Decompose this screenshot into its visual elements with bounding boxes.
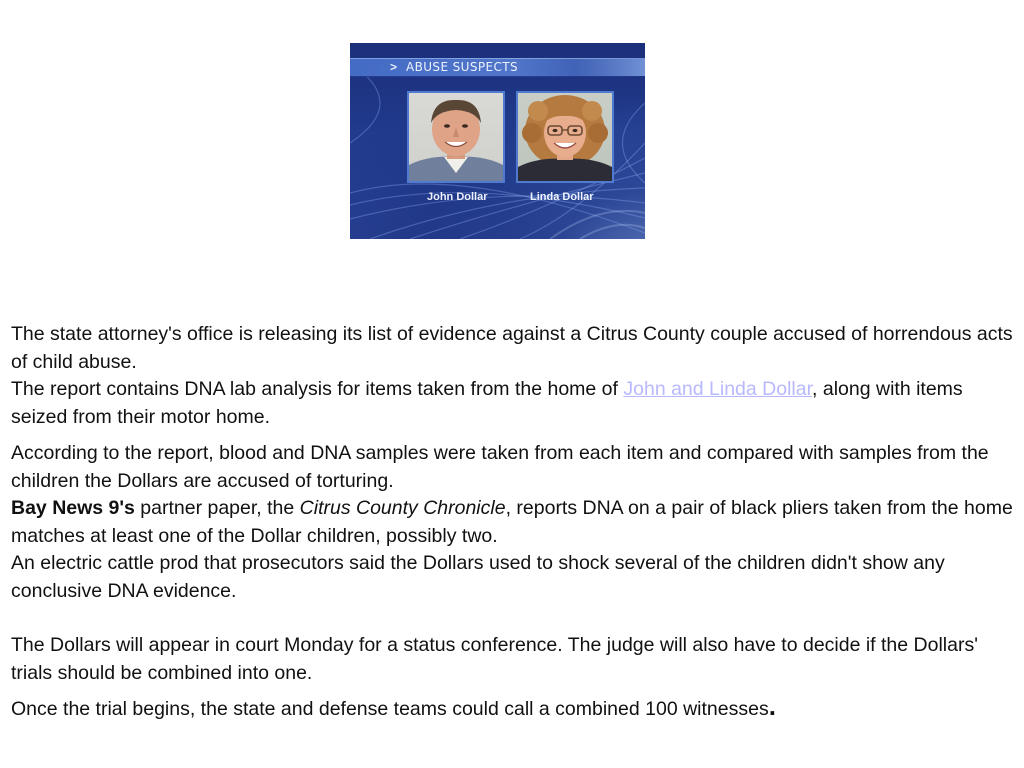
abuse-suspects-graphic	[350, 43, 645, 239]
paragraph-1-text-3: , along with items seized from their motor home.	[11, 378, 963, 428]
portrait-linda-dollar	[516, 91, 614, 183]
paragraph-2	[11, 440, 1017, 605]
header-accent	[575, 59, 645, 76]
citrus-county-chronicle-mention: Citrus County Chronicle	[299, 497, 506, 519]
spacer	[11, 605, 1017, 632]
photo-label-john-dollar: John Dollar	[427, 191, 488, 203]
paragraph-3	[11, 632, 1017, 687]
paragraph-4-period: .	[768, 691, 776, 721]
spacer	[11, 687, 1017, 696]
graphic-header-text: ABUSE SUSPECTS	[406, 60, 519, 74]
paragraph-2-text-2: partner paper, the	[134, 497, 300, 519]
chevron-right-icon: >	[390, 60, 398, 74]
spacer	[11, 431, 1017, 440]
woman-portrait-icon	[518, 93, 612, 181]
paragraph-3-text: The Dollars will appear in court Monday for a status conference. The judge will also have to decide if the Dollars' trials should be combined into one.	[11, 634, 978, 684]
paragraph-2-text: According to the report, blood and DNA samples were taken from each item and compared with samples from the children the Dollars are accused of torturing.	[11, 442, 989, 492]
paragraph-4	[11, 691, 1017, 724]
photo-label-linda-dollar: Linda Dollar	[530, 191, 594, 203]
man-portrait-icon	[409, 93, 503, 181]
paragraph-1	[11, 321, 1017, 431]
paragraph-2-text-3: , reports DNA on a pair of black pliers taken from the home matches at least one of the Dollar children, possibly two.	[11, 497, 1013, 547]
article-body	[11, 321, 1017, 724]
dollar-couple-link[interactable]: John and Linda Dollar	[623, 378, 813, 400]
paragraph-1-text-2: The report contains DNA lab analysis for items taken from the home of	[11, 378, 624, 400]
portrait-john-dollar	[407, 91, 505, 183]
paragraph-1-text: The state attorney's office is releasing its list of evidence against a Citrus County couple accused of horrendous acts of child abuse.	[11, 323, 1013, 373]
bay-news-9-mention: Bay News 9's	[11, 497, 135, 519]
graphic-header-band	[350, 58, 645, 77]
paragraph-4-text: Once the trial begins, the state and defense teams could call a combined 100 witnesses	[11, 698, 769, 720]
paragraph-2-text-4: An electric cattle prod that prosecutors said the Dollars used to shock several of the children didn't show any conclusive DNA evidence.	[11, 552, 945, 602]
